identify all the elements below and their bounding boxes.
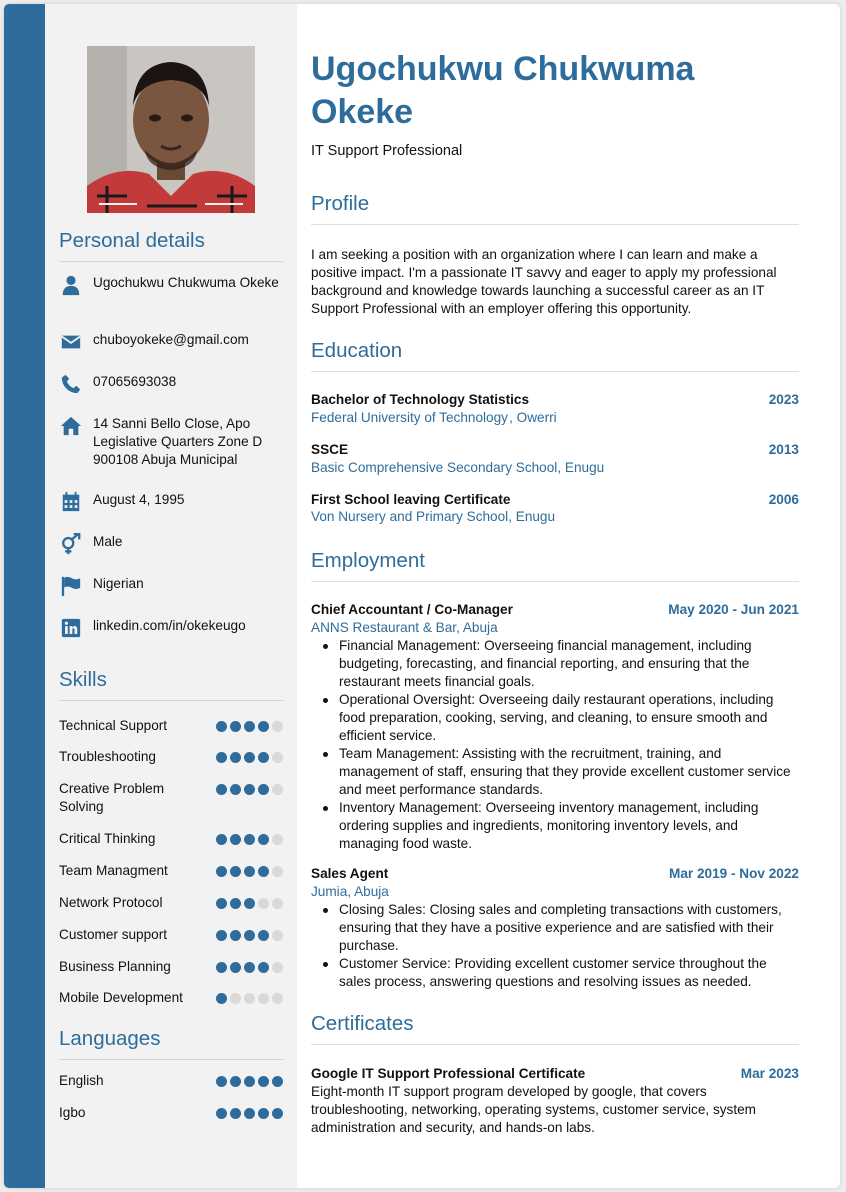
rating-dot	[216, 898, 227, 909]
personal-name: Ugochukwu Chukwuma Okeke	[93, 275, 279, 290]
rating-dot	[272, 752, 283, 763]
rating-dot	[230, 930, 241, 941]
certificate-entry-title	[311, 1065, 799, 1083]
personal-linkedin[interactable]: linkedin.com/in/okekeugo	[93, 618, 246, 633]
skill-name: Troubleshooting	[59, 749, 156, 764]
education-degree: SSCE	[311, 442, 349, 457]
skill-row	[59, 748, 283, 766]
personal-birthdate-row	[59, 491, 283, 513]
certificate-date: Mar 2023	[740, 1066, 799, 1081]
rating-dot	[258, 1108, 269, 1119]
rating-dot	[272, 993, 283, 1004]
skill-name: Network Protocol	[59, 895, 163, 910]
rating-dot	[244, 898, 255, 909]
employment-bullets	[311, 637, 799, 853]
personal-birthdate: August 4, 1995	[93, 492, 185, 507]
personal-phone-row	[59, 373, 283, 395]
employment-dates: May 2020 - Jun 2021	[668, 602, 799, 617]
personal-name-row	[59, 274, 283, 296]
phone-icon	[59, 373, 93, 395]
employment-bullets	[311, 901, 799, 991]
rating-dot	[216, 721, 227, 732]
rating-dot	[216, 866, 227, 877]
certificate-description: Eight-month IT support program developed by google, that covers troubleshooting, networking, operating systems, customer service, system administration and security, and hands-on labs.	[311, 1084, 757, 1135]
education-heading: Education	[311, 339, 799, 372]
certificates-heading: Certificates	[311, 1012, 799, 1045]
employment-role: Chief Accountant / Co-Manager	[311, 602, 513, 617]
employment-dates: Mar 2019 - Nov 2022	[669, 866, 799, 881]
rating-dot	[216, 993, 227, 1004]
education-entry-title	[311, 391, 799, 409]
education-entry-title	[311, 491, 799, 509]
education-degree: Bachelor of Technology Statistics	[311, 392, 530, 407]
education-school: Von Nursery and Primary School, Enugu	[311, 509, 556, 524]
rating-dot	[258, 898, 269, 909]
rating-dot	[244, 962, 255, 973]
employment-bullet: Team Management: Assisting with the recruitment, training, and management of staff, ensuring that they provide excellent customer service and meet performance standards.	[311, 745, 799, 799]
rating-dot	[244, 784, 255, 795]
rating-dot	[230, 784, 241, 795]
language-name: Igbo	[59, 1105, 86, 1120]
rating-dot	[272, 930, 283, 941]
rating-dot	[244, 752, 255, 763]
rating-dot	[244, 721, 255, 732]
language-rating	[216, 1104, 283, 1119]
education-year: 2006	[768, 492, 799, 507]
skill-rating	[216, 958, 283, 973]
rating-dot	[230, 993, 241, 1004]
sidebar	[45, 4, 297, 1188]
skill-row	[59, 989, 283, 1007]
rating-dot	[244, 1076, 255, 1087]
skill-row	[59, 717, 283, 735]
rating-dot	[216, 784, 227, 795]
education-school: Basic Comprehensive Secondary School, Enugu	[311, 460, 605, 475]
personal-nationality: Nigerian	[93, 576, 144, 591]
skill-name: Business Planning	[59, 959, 171, 974]
rating-dot	[216, 834, 227, 845]
skill-name: Creative Problem Solving	[59, 781, 165, 814]
employment-bullet: Operational Oversight: Overseeing daily restaurant operations, including food preparation, cooking, serving, and cleaning, to ensure smooth and efficient service.	[311, 691, 799, 745]
skills-heading: Skills	[59, 668, 283, 701]
skill-name: Team Managment	[59, 863, 168, 878]
rating-dot	[216, 1076, 227, 1087]
skill-rating	[216, 862, 283, 877]
rating-dot	[258, 993, 269, 1004]
rating-dot	[258, 784, 269, 795]
employment-role: Sales Agent	[311, 866, 389, 881]
rating-dot	[244, 993, 255, 1004]
education-year: 2023	[768, 392, 799, 407]
rating-dot	[230, 834, 241, 845]
skill-rating	[216, 780, 283, 795]
employment-entry-title	[311, 865, 799, 883]
personal-phone[interactable]: 07065693038	[93, 374, 177, 389]
rating-dot	[258, 1076, 269, 1087]
language-name: English	[59, 1073, 104, 1088]
personal-email-row	[59, 331, 283, 353]
education-school: Federal University of Technology , Owerri	[311, 410, 557, 425]
gender-icon	[59, 533, 93, 555]
skill-rating	[216, 894, 283, 909]
skill-row	[59, 830, 283, 848]
flag-icon	[59, 575, 93, 597]
rating-dot	[230, 866, 241, 877]
rating-dot	[258, 721, 269, 732]
candidate-name: Ugochukwu Chukwuma Okeke	[311, 50, 695, 131]
personal-gender: Male	[93, 534, 123, 549]
rating-dot	[244, 1108, 255, 1119]
education-degree: First School leaving Certificate	[311, 492, 511, 507]
personal-email[interactable]: chuboyokeke@gmail.com	[93, 332, 249, 347]
rating-dot	[230, 1076, 241, 1087]
language-row	[59, 1104, 283, 1122]
rating-dot	[258, 752, 269, 763]
rating-dot	[272, 834, 283, 845]
rating-dot	[272, 1108, 283, 1119]
rating-dot	[216, 752, 227, 763]
languages-heading: Languages	[59, 1027, 283, 1060]
rating-dot	[230, 898, 241, 909]
personal-address-row	[59, 415, 283, 469]
rating-dot	[258, 930, 269, 941]
skill-rating	[216, 926, 283, 941]
employment-bullet: Closing Sales: Closing sales and completing transactions with customers, ensuring that they have a positive experience and are satisfied with their purchase.	[311, 901, 799, 955]
skill-name: Mobile Development	[59, 990, 183, 1005]
rating-dot	[272, 721, 283, 732]
skill-row	[59, 862, 283, 880]
rating-dot	[258, 962, 269, 973]
personal-linkedin-row	[59, 617, 283, 639]
profile-heading: Profile	[311, 192, 799, 225]
accent-stripe	[4, 4, 45, 1188]
rating-dot	[216, 930, 227, 941]
education-entry-title	[311, 441, 799, 459]
rating-dot	[272, 962, 283, 973]
personal-nationality-row	[59, 575, 283, 597]
rating-dot	[258, 866, 269, 877]
skill-name: Customer support	[59, 927, 168, 942]
certificate-name: Google IT Support Professional Certificate	[311, 1066, 586, 1081]
rating-dot	[216, 962, 227, 973]
rating-dot	[230, 752, 241, 763]
rating-dot	[258, 834, 269, 845]
skill-rating	[216, 717, 283, 732]
skill-row	[59, 780, 283, 816]
resume-page	[4, 4, 840, 1188]
personal-details-heading: Personal details	[59, 229, 283, 262]
education-year: 2013	[768, 442, 799, 457]
profile-photo	[87, 46, 255, 213]
employment-company: ANNS Restaurant & Bar, Abuja	[311, 620, 498, 635]
skill-name: Technical Support	[59, 718, 168, 733]
rating-dot	[244, 834, 255, 845]
calendar-icon	[59, 491, 93, 513]
person-icon	[59, 274, 93, 296]
rating-dot	[230, 1108, 241, 1119]
language-rating	[216, 1072, 283, 1087]
envelope-icon	[59, 331, 93, 353]
skill-rating	[216, 830, 283, 845]
linkedin-icon	[59, 617, 93, 639]
skill-name: Critical Thinking	[59, 831, 156, 846]
skill-row	[59, 894, 283, 912]
employment-bullet: Financial Management: Overseeing financial management, including budgeting, forecasting, and financial reporting, and ensuring that the restaurant meets financial goals.	[311, 637, 799, 691]
rating-dot	[272, 1076, 283, 1087]
employment-company: Jumia, Abuja	[311, 884, 389, 899]
rating-dot	[272, 866, 283, 877]
employment-entry-title	[311, 601, 799, 619]
profile-text: I am seeking a position with an organization where I can learn and make a positive impact. I'm a passionate IT savvy and eager to apply my professional background and knowledge towards launching a successful career as an IT Support Professional with an employer offering this opportunity.	[311, 247, 777, 316]
personal-gender-row	[59, 533, 283, 555]
rating-dot	[244, 930, 255, 941]
employment-bullet: Inventory Management: Overseeing inventory management, including ordering supplies and ingredients, monitoring inventory levels, and managing food waste.	[311, 799, 799, 853]
employment-heading: Employment	[311, 549, 799, 582]
rating-dot	[272, 784, 283, 795]
candidate-role: IT Support Professional	[311, 143, 463, 159]
rating-dot	[230, 721, 241, 732]
employment-bullet: Customer Service: Providing excellent customer service throughout the sales process, answering questions and resolving issues as needed.	[311, 955, 799, 991]
skill-row	[59, 958, 283, 976]
rating-dot	[272, 898, 283, 909]
home-icon	[59, 415, 93, 469]
skill-rating	[216, 989, 283, 1004]
rating-dot	[244, 866, 255, 877]
rating-dot	[216, 1108, 227, 1119]
skill-row	[59, 926, 283, 944]
skill-rating	[216, 748, 283, 763]
rating-dot	[230, 962, 241, 973]
language-row	[59, 1072, 283, 1090]
personal-address: 14 Sanni Bello Close, Apo Legislative Quarters Zone D 900108 Abuja Municipal	[93, 416, 263, 467]
